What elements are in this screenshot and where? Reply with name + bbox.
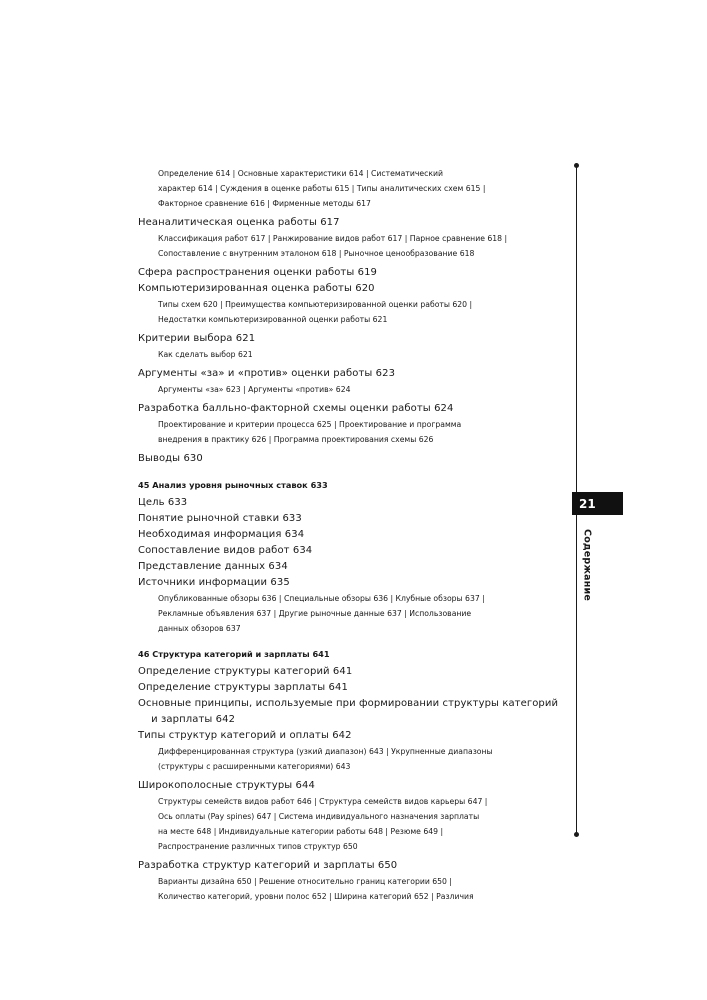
toc-subentry-line: Проектирование и критерии процесса 625 | Проектирование и программа (158, 420, 462, 429)
toc-subentry-line: Сопоставление с внутренним эталоном 618 | Рыночное ценообразование 618 (158, 249, 475, 258)
toc-subentry-line: Недостатки компьютеризированной оценки работы 621 (158, 315, 388, 324)
rule-bottom-dot (574, 832, 579, 837)
toc-subentry-line: Опубликованные обзоры 636 | Специальные обзоры 636 | Клубные обзоры 637 | (158, 594, 485, 603)
toc-subentries (138, 297, 538, 327)
toc-chapter-heading: 45 Анализ уровня рыночных ставок 633 (138, 480, 328, 490)
toc-subentries (138, 591, 538, 636)
toc-subentry-line: Определение 614 | Основные характеристики 614 | Систематический (158, 169, 443, 178)
toc-subentry-line: Варианты дизайна 650 | Решение относительно границ категории 650 | (158, 877, 452, 886)
toc-subentry-line: (структуры с расширенными категориями) 643 (158, 762, 351, 771)
toc-subentry-line: характер 614 | Суждения в оценке работы 615 | Типы аналитических схем 615 | (158, 184, 486, 193)
toc-subentries (138, 166, 538, 211)
toc-section-heading: Аргументы «за» и «против» оценки работы 623 (138, 368, 396, 379)
toc-section-heading: Представление данных 634 (138, 561, 288, 572)
toc-section-heading: Понятие рыночной ставки 633 (138, 513, 302, 524)
toc-subentry-line: Рекламные объявления 637 | Другие рыночные данные 637 | Использование (158, 609, 472, 618)
toc-subentries (138, 874, 538, 904)
toc-subentry-line: Распространение различных типов структур 650 (158, 842, 358, 851)
toc-chapter-heading: 46 Структура категорий и зарплаты 641 (138, 649, 330, 659)
toc-subentry-line: Классификация работ 617 | Ранжирование видов работ 617 | Парное сравнение 618 | (158, 234, 508, 243)
toc-subentry-line: внедрения в практику 626 | Программа проектирования схемы 626 (158, 435, 434, 444)
toc-subentries (138, 382, 538, 397)
rule-top-dot (574, 163, 579, 168)
toc-subentries (138, 417, 538, 447)
toc-subentries (138, 231, 538, 261)
toc-section-heading: и зарплаты 642 (138, 714, 236, 725)
section-label: Содержание (581, 529, 593, 601)
toc-section-heading: Разработка балльно-факторной схемы оценки работы 624 (138, 403, 454, 414)
toc-section-heading: Определение структуры зарплаты 641 (138, 682, 348, 693)
toc-subentries (138, 347, 538, 362)
toc-subentry-line: Типы схем 620 | Преимущества компьютеризированной оценки работы 620 | (158, 300, 473, 309)
toc-subentry-line: на месте 648 | Индивидуальные категории работы 648 | Резюме 649 | (158, 827, 444, 836)
toc-section-heading: Основные принципы, используемые при формировании структуры категорий (138, 698, 559, 709)
toc-section-heading: Компьютеризированная оценка работы 620 (138, 283, 375, 294)
toc-section-heading: Необходимая информация 634 (138, 529, 305, 540)
toc-subentry-line: Структуры семейств видов работ 646 | Структура семейств видов карьеры 647 | (158, 797, 488, 806)
table-of-contents (138, 166, 559, 908)
toc-section-heading: Цель 633 (138, 497, 188, 508)
page-number-tab (572, 492, 623, 515)
page-number: 21 (579, 496, 596, 511)
toc-section-heading: Определение структуры категорий 641 (138, 666, 353, 677)
toc-subentry-line: Дифференцированная структура (узкий диапазон) 643 | Укрупненные диапазоны (158, 747, 493, 756)
toc-section-heading: Выводы 630 (138, 453, 203, 464)
toc-section-heading: Разработка структур категорий и зарплаты 650 (138, 860, 398, 871)
toc-subentry-line: Аргументы «за» 623 | Аргументы «против» 624 (158, 385, 351, 394)
toc-section-heading: Неаналитическая оценка работы 617 (138, 217, 340, 228)
toc-subentry-line: данных обзоров 637 (158, 624, 241, 633)
toc-section-heading: Широкополосные структуры 644 (138, 780, 315, 791)
toc-subentries (138, 744, 538, 774)
toc-section-heading: Сопоставление видов работ 634 (138, 545, 313, 556)
toc-section-heading: Сфера распространения оценки работы 619 (138, 267, 378, 278)
toc-subentry-line: Количество категорий, уровни полос 652 | Ширина категорий 652 | Различия (158, 892, 474, 901)
toc-section-heading: Источники информации 635 (138, 577, 290, 588)
toc-section-heading: Критерии выбора 621 (138, 333, 256, 344)
toc-subentries (138, 794, 538, 854)
toc-subentry-line: Как сделать выбор 621 (158, 350, 253, 359)
toc-subentry-line: Факторное сравнение 616 | Фирменные методы 617 (158, 199, 371, 208)
toc-subentry-line: Ось оплаты (Pay spines) 647 | Система индивидуального назначения зарплаты (158, 812, 480, 821)
toc-section-heading: Типы структур категорий и оплаты 642 (138, 730, 352, 741)
